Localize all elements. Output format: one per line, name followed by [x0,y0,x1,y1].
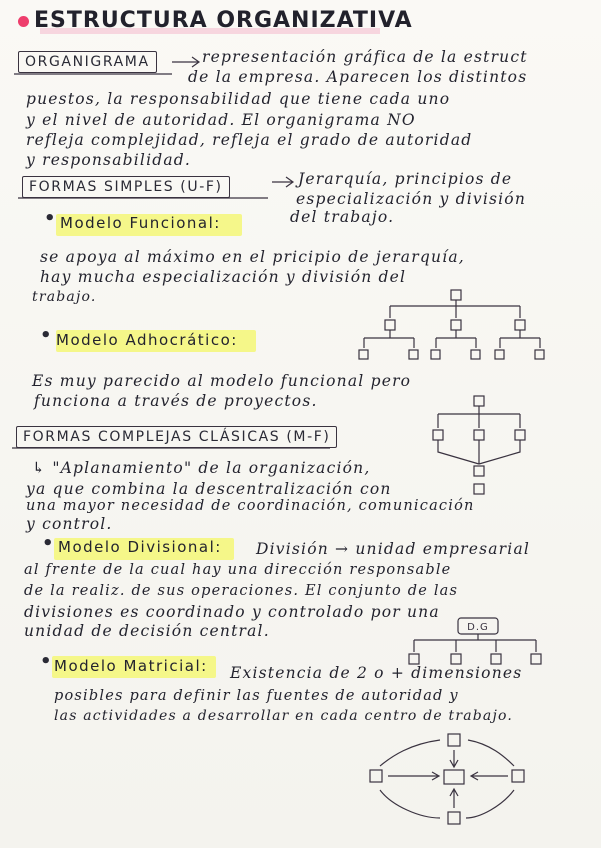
modelo-matricial-label: Modelo Matricial: [54,657,208,675]
modelo-funcional-line-2: hay mucha especialización y división del [40,268,407,286]
adhocratico-chart [433,396,525,494]
modelo-adhocratico-line-2: funciona a través de proyectos. [34,392,318,410]
modelo-divisional-bullet: • [42,533,54,554]
modelo-adhocratico-line-1: Es muy parecido al modelo funcional pero [32,372,412,390]
modelo-matricial-line-1: Existencia de 2 o + dimensiones [230,664,523,682]
formas-simples-label: FORMAS SIMPLES (U-F) [22,176,230,198]
organigrama-line-4: y el nivel de autoridad. El organigrama NO [26,111,416,129]
divisional-chart-label: D.G [467,622,489,633]
modelo-matricial-line-3: las actividades a desarrollar en cada centro de trabajo. [54,708,514,724]
organigrama-arrow-icon [172,57,199,67]
organigrama-label: ORGANIGRAMA [18,51,157,73]
formas-simples-desc-3: del trabajo. [290,208,395,226]
modelo-matricial-bullet: • [40,651,52,672]
formas-complejas-line-2: ya que combina la descentralización con [26,480,392,498]
modelo-divisional-line-3: de la realiz. de sus operaciones. El conjunto de las [24,583,459,599]
formas-complejas-label: FORMAS COMPLEJAS CLÁSICAS (M-F) [16,426,337,448]
formas-simples-desc-1: Jerarquía, principios de [298,170,513,188]
formas-complejas-line-1: ↳ "Aplanamiento" de la organización, [32,459,371,477]
modelo-adhocratico-bullet: • [40,325,52,346]
formas-complejas-line-3: una mayor necesidad de coordinación, comunicación [26,498,475,514]
formas-simples-desc-2: especialización y división [296,190,527,208]
organigrama-line-3: puestos, la responsabilidad que tiene cada uno [26,90,451,108]
modelo-divisional-line-5: unidad de decisión central. [24,622,270,640]
formas-complejas-line-4: y control. [26,515,113,533]
organigrama-line-5: refleja complejidad, refleja el grado de autoridad [26,131,473,149]
modelo-divisional-label: Modelo Divisional: [58,538,222,556]
modelo-divisional-line-2: al frente de la cual hay una dirección responsable [24,562,452,578]
modelo-divisional-line-4: divisiones es coordinado y controlado por una [24,603,440,621]
funcional-org-chart [359,290,544,359]
organigrama-line-6: y responsabilidad. [26,151,192,169]
page-title: ESTRUCTURA ORGANIZATIVA [34,8,413,33]
modelo-funcional-line-3: trabajo. [32,289,97,305]
matricial-chart [370,734,524,824]
formas-simples-arrow-icon [272,177,293,187]
organigrama-line-1: representación gráfica de la estruct [202,48,528,66]
modelo-funcional-line-1: se apoya al máximo en el pricipio de jerarquía, [40,248,465,266]
modelo-funcional-label: Modelo Funcional: [60,214,221,232]
organigrama-line-2: de la empresa. Aparecen los distintos [188,68,528,86]
modelo-adhocratico-label: Modelo Adhocrático: [56,331,238,349]
modelo-matricial-line-2: posibles para definir las fuentes de autoridad y [54,688,459,704]
modelo-divisional-line-1: División → unidad empresarial [256,540,531,558]
modelo-funcional-bullet: • [44,208,56,229]
